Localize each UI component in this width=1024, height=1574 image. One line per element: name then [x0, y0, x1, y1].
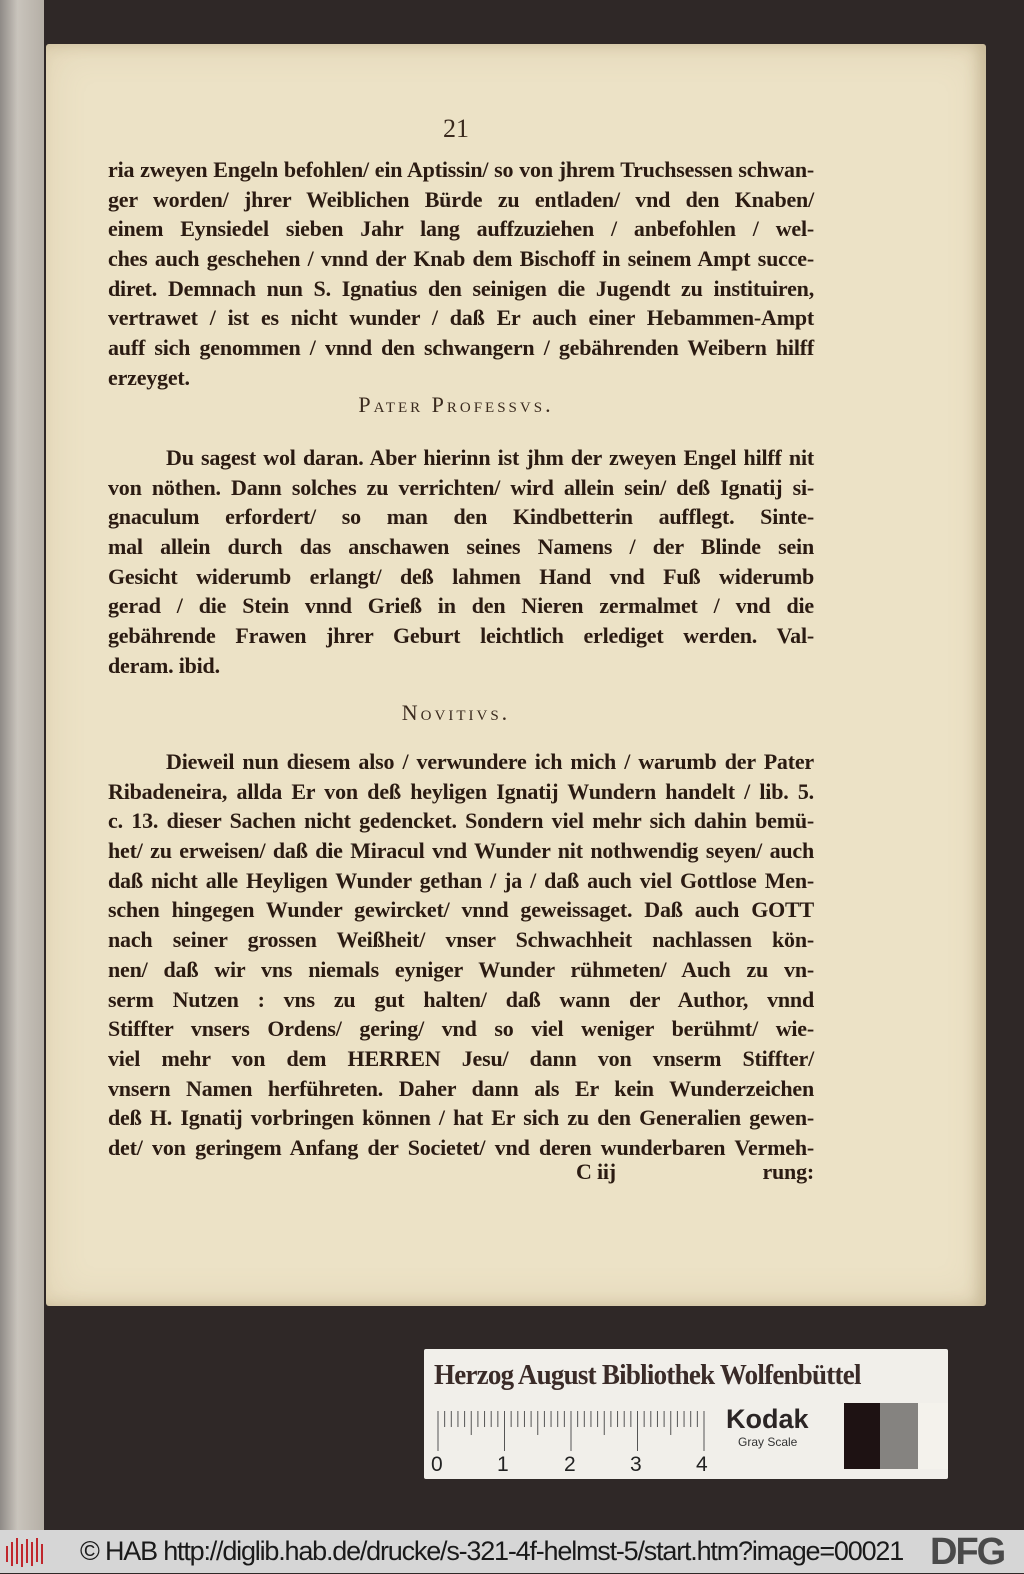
hab-logo-icon [4, 1536, 46, 1568]
text-line: schen hingegen Wunder gewircket/ vnnd geweissaget. Daß auch GOTT [108, 897, 814, 923]
text-line: gerad / die Stein vnnd Grieß in den Nieren zermalmet / vnd die [108, 593, 814, 619]
previous-page-edge [0, 0, 44, 1530]
text-line: diret. Demnach nun S. Ignatius den seinigen die Jugendt zu instituiren, [108, 275, 814, 301]
ruler-number: 3 [630, 1453, 642, 1476]
text-line: mal allein durch das anschawen seines Namens / der Blinde sein [108, 534, 814, 560]
text-line: ches auch geschehen / vnnd der Knab dem Bischoff in seinem Ampt succe- [108, 246, 814, 272]
text-line: Du sagest wol daran. Aber hierinn ist jhm der zweyen Engel hilff nit [166, 445, 814, 470]
text-line: c. 13. dieser Sachen nicht gedencket. Sondern viel mehr sich dahin bemü- [108, 808, 814, 834]
ruler-number: 1 [497, 1453, 509, 1476]
text-line: serm Nutzen : vns zu gut halten/ daß wann der Author, vnnd [108, 986, 814, 1012]
heading-novitius: Novitivs. [401, 700, 511, 725]
citation-link[interactable]: © HAB http://diglib.hab.de/drucke/s-321-4f-helmst-5/start.htm?image=00021 [80, 1536, 904, 1566]
paragraph-1 [108, 155, 814, 393]
ruler-number: 2 [564, 1453, 576, 1476]
text-line: deram. ibid. [108, 652, 220, 678]
paragraph-3 [108, 747, 814, 1163]
text-line: vertrawet / ist es nicht wunder / daß Er auch einer Hebammen-Ampt [108, 305, 814, 331]
gray-patch-black [844, 1403, 880, 1469]
paragraph-2 [108, 443, 814, 681]
text-line: daß nicht alle Heyligen Wunder gethan / ja / daß auch viel Gottlose Men- [108, 867, 814, 893]
text-line: vnsern Namen herführeten. Daher dann als Er kein Wunderzeichen [108, 1075, 814, 1101]
text-line: det/ von geringem Anfang der Societet/ vnd deren wunderbaren Vermeh- [108, 1134, 814, 1160]
text-line: Stiffter vnsers Ordens/ gering/ vnd so viel weniger berühmt/ wie- [108, 1016, 814, 1042]
text-line: nen/ daß wir vns niemals eyniger Wunder rühmeten/ Auch zu vn- [108, 956, 814, 982]
text-line: het/ zu erweisen/ daß die Miracul vnd Wunder nit nothwendig seyen/ auch [108, 838, 814, 864]
text-line: deß H. Ignatij vorbringen können / hat Er sich zu den Generalien gewen- [108, 1105, 814, 1131]
text-line: nach seiner grossen Weißheit/ vnser Schwachheit nachlassen kön- [108, 927, 814, 953]
text-line: gebährende Frawen jhrer Geburt leichtlich erlediget werden. Val- [108, 623, 814, 649]
kodak-logo: Kodak [726, 1404, 809, 1434]
heading-pater-professus: Pater Professvs. [358, 392, 554, 417]
page-number: 21 [443, 114, 469, 143]
ruler-number: 0 [431, 1453, 443, 1476]
text-line: von nöthen. Dann solches zu verrichten/ wird allein sein/ deß Ignatij si- [108, 474, 814, 500]
ruler-scale [436, 1411, 708, 1451]
footer-bar [0, 1530, 1024, 1573]
gray-patch-white [918, 1403, 948, 1469]
ruler-number: 4 [696, 1453, 708, 1476]
text-line: einem Eynsiedel sieben Jahr lang auffzuziehen / anbefohlen / wel- [108, 216, 814, 242]
library-name: Herzog August Bibliothek Wolfenbüttel [434, 1359, 861, 1391]
text-line: viel mehr von dem HERREN Jesu/ dann von vnserm Stiffter/ [108, 1045, 814, 1071]
text-line: gnaculum erfordert/ so man den Kindbetterin aufflegt. Sinte- [108, 504, 814, 530]
signature-mark: C iij [576, 1159, 616, 1184]
dfg-logo: DFG [930, 1531, 1005, 1573]
book-page [46, 44, 986, 1306]
text-line: Dieweil nun diesem also / verwundere ich mich / warumb der Pater [166, 749, 814, 774]
text-line: Ribadeneira, allda Er von deß heyligen Ignatij Wundern handelt / lib. 5. [108, 778, 814, 804]
text-line: ria zweyen Engeln befohlen/ ein Aptissin/ so von jhrem Truchsessen schwan- [108, 157, 814, 182]
color-calibration-card [424, 1349, 948, 1479]
text-line: ger worden/ jhrer Weiblichen Bürde zu entladen/ vnd den Knaben/ [108, 186, 814, 212]
text-line: Gesicht widerumb erlangt/ deß lahmen Hand vnd Fuß widerumb [108, 563, 814, 589]
text-line: auff sich genommen / vnnd den schwangern / gebährenden Weibern hilff [108, 335, 814, 361]
catchword: rung: [762, 1159, 814, 1184]
gray-scale-label: Gray Scale [738, 1435, 798, 1449]
gray-patch-mid [880, 1403, 918, 1469]
text-line: erzeyget. [108, 364, 190, 390]
